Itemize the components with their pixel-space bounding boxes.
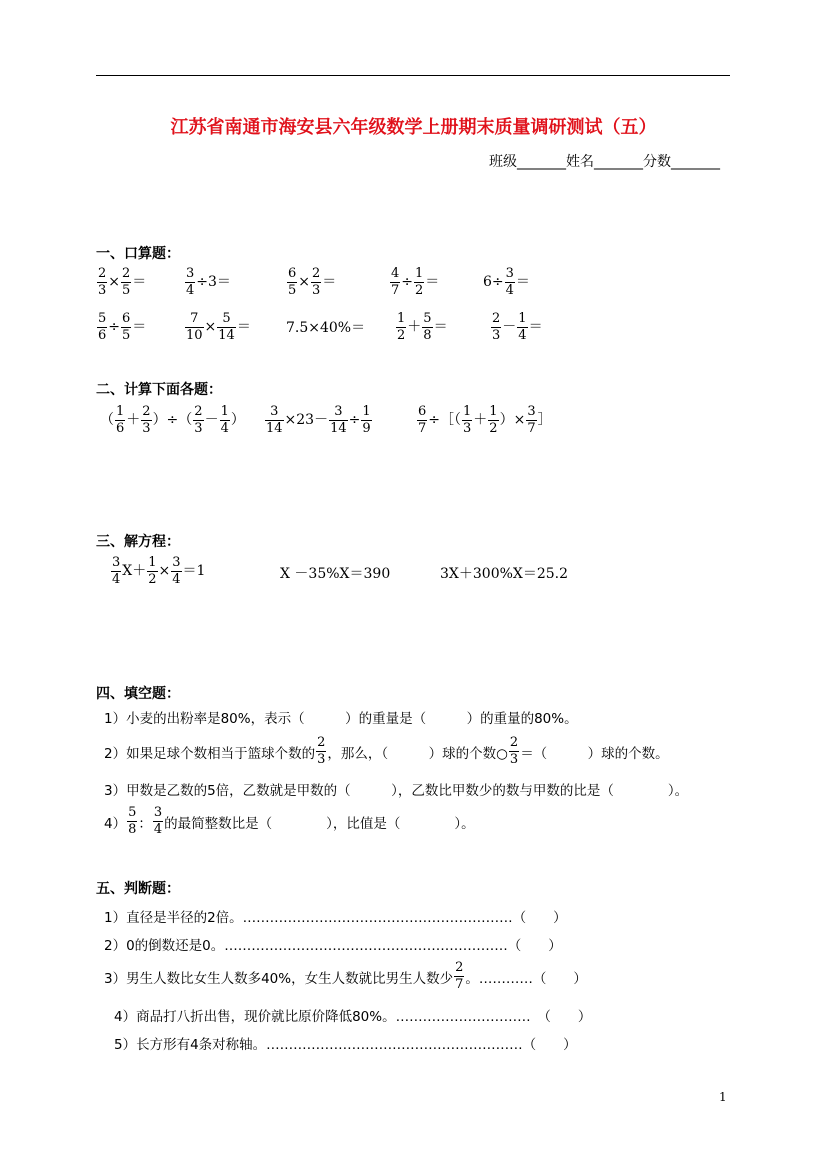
oral-r1c1: $\frac{2}{3}$ × $\frac{2}{5}$ ＝ [98,266,147,298]
fraction: $\frac{2}{3}$ [492,311,501,343]
fraction: $\frac{1}{6}$ [116,404,125,436]
oral-r2c4: $\frac{1}{2}$ ＋ $\frac{5}{8}$ ＝ [397,311,448,343]
section-equations: 三、解方程： [96,534,180,550]
fraction: $\frac{3}{7}$ [527,404,536,436]
judge-item-5: 5）长方形有4条对称轴。…………………………………………………（ ） [114,1037,577,1053]
fraction: $\frac{6}{5}$ [288,266,297,298]
fraction: $\frac{1}{2}$ [489,404,498,436]
fraction: $\frac{1}{4}$ [220,404,229,436]
judge-item-4: 4）商品打八折出售，现价就比原价降低80%。………………………… （ ） [114,1009,592,1025]
section-oral: 一、口算题： [96,246,180,262]
fraction: $\frac{6}{7}$ [418,404,427,436]
fraction: $\frac{3}{4}$ [505,266,514,298]
equation-3: 3X＋300%X＝25.2 [440,566,569,582]
fill-question-4: 4） $\frac{5}{8}$ ： $\frac{3}{4}$ 的最简整数比是（ ），比值是（ ）。 [104,805,475,837]
fill-question-1: 1）小麦的出粉率是80%，表示（ ）的重量是（ ）的重量的80%。 [104,711,578,727]
fraction: $\frac{2}{3}$ [317,735,326,767]
judge-item-3: 3）男生人数比女生人数多40%，女生人数就比男生人数少 $\frac{2}{7}$ 。…………（ ） [104,960,587,992]
fraction: $\frac{2}{3}$ [98,266,107,298]
judge-item-2: 2）0的倒数还是0。………………………………………………………（ ） [104,938,562,954]
fraction: $\frac{3}{4}$ [186,266,195,298]
fraction: $\frac{2}{3}$ [142,404,151,436]
fraction: $\frac{1}{4}$ [518,311,527,343]
fill-question-2: 2）如果足球个数相当于篮球个数的 $\frac{2}{3}$ ，那么，（ ）球的个数○ $\frac{2}{3}$ ＝（ ）球的个数。 [104,735,669,767]
oral-r2c1: $\frac{5}{6}$ ÷ $\frac{6}{5}$ ＝ [98,311,147,343]
oral-r1c4: $\frac{4}{7}$ ÷ $\frac{1}{2}$ ＝ [391,266,440,298]
fraction: $\frac{1}{2}$ [148,555,157,587]
oral-r2c5: $\frac{2}{3}$ － $\frac{1}{4}$ ＝ [492,311,543,343]
fraction: $\frac{6}{5}$ [122,311,131,343]
calc-expression-1: （ $\frac{1}{6}$ ＋ $\frac{2}{3}$ ）÷（ $\frac{2}{3}$ － $\frac{1}{4}$ ） [100,404,245,436]
fraction: $\frac{3}{4}$ [172,555,181,587]
student-info: 班级_______姓名_______分数_______ [489,154,720,170]
fraction: $\frac{3}{4}$ [112,555,121,587]
header-rule [96,75,730,76]
fraction: $\frac{2}{7}$ [455,960,464,992]
page-title: 江苏省南通市海安县六年级数学上册期末质量调研测试（五） [170,117,657,138]
section-calc: 二、计算下面各题： [96,382,222,398]
calc-expression-3: $\frac{6}{7}$ ÷［（ $\frac{1}{3}$ ＋ $\frac{1}{2}$ ）× $\frac{3}{7}$ ］ [418,404,552,436]
fraction: $\frac{3}{14}$ [266,404,283,436]
fraction: $\frac{2}{3}$ [194,404,203,436]
section-judge: 五、判断题： [96,881,180,897]
fraction: $\frac{2}{3}$ [312,266,321,298]
oral-r1c2: $\frac{3}{4}$ ÷3＝ [186,266,231,298]
oral-r2c2: $\frac{7}{10}$ × $\frac{5}{14}$ ＝ [186,311,251,343]
fraction: $\frac{1}{3}$ [463,404,472,436]
equation-1: $\frac{3}{4}$ X＋ $\frac{1}{2}$ × $\frac{3}{4}$ ＝1 [112,555,206,587]
fraction: $\frac{2}{3}$ [509,735,519,767]
fill-question-3: 3）甲数是乙数的5倍，乙数就是甲数的（ ），乙数比甲数少的数与甲数的比是（ ）。 [104,783,689,799]
fraction: $\frac{3}{4}$ [153,805,163,837]
fraction: $\frac{5}{8}$ [128,805,137,837]
fraction: $\frac{1}{2}$ [415,266,424,298]
fraction: $\frac{1}{9}$ [362,404,371,436]
fraction: $\frac{7}{10}$ [186,311,203,343]
oral-r1c3: $\frac{6}{5}$ × $\frac{2}{3}$ ＝ [288,266,337,298]
fraction: $\frac{5}{6}$ [98,311,107,343]
fraction: $\frac{5}{14}$ [218,311,235,343]
fraction: $\frac{1}{2}$ [397,311,406,343]
judge-item-1: 1）直径是半径的2倍。……………………………………………………（ ） [104,910,567,926]
section-fill: 四、填空题： [96,686,180,702]
fraction: $\frac{2}{5}$ [122,266,131,298]
oral-r1c5: 6÷ $\frac{3}{4}$ ＝ [483,266,530,298]
calc-expression-2: $\frac{3}{14}$ ×23－ $\frac{3}{14}$ ÷ $\frac{1}{9}$ [266,404,371,436]
fraction: $\frac{5}{8}$ [423,311,432,343]
fraction: $\frac{4}{7}$ [391,266,400,298]
equation-2: X －35%X＝390 [280,566,391,582]
oral-r2c3: 7.5×40%＝ [286,320,366,336]
page-number: 1 [719,1090,727,1104]
fraction: $\frac{3}{14}$ [330,404,347,436]
